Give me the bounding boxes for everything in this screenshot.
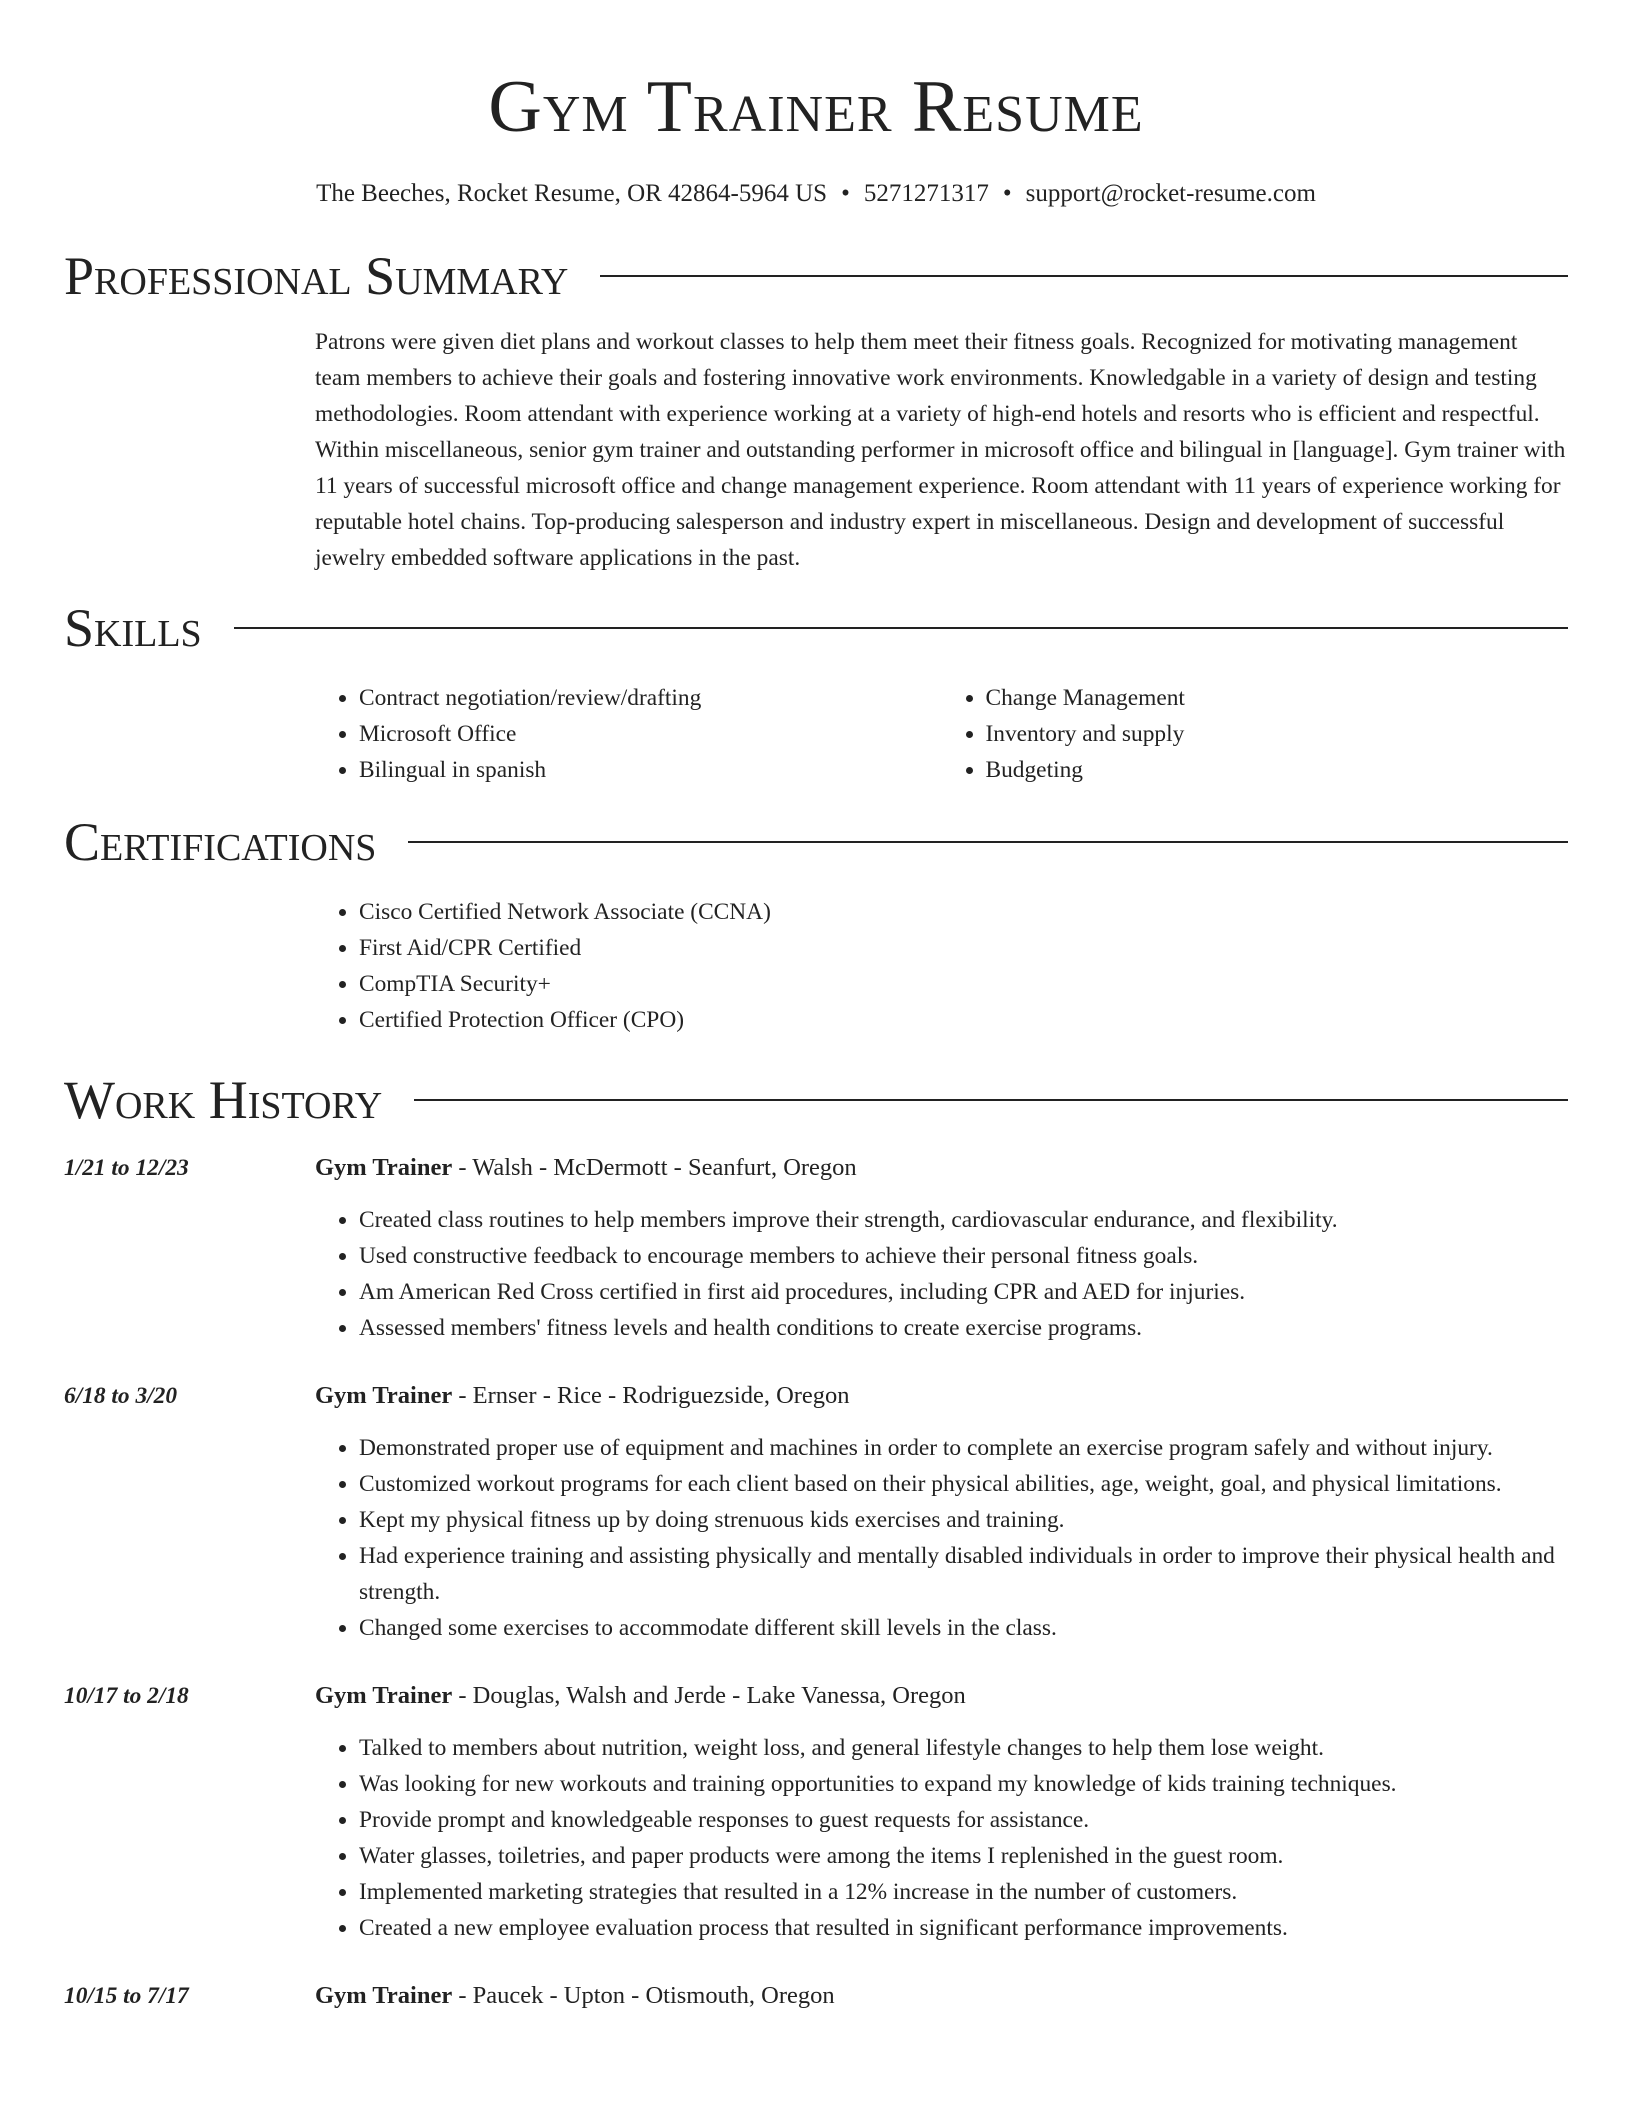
skill-item: • Contract negotiation/review/drafting: [359, 680, 942, 716]
summary-text: Patrons were given diet plans and workout classes to help them meet their fitness goals. Recognized for motivating management team members to achieve their goals and fostering innovative work environments. Knowledgable in a variety of design and testing methodologies. Room attendant with experience working at a variety of high-end hotels and resorts who is efficient and respectful. Within miscellaneous, senior gym trainer and outstanding performer in microsoft office and bilingual in [language]. Gym trainer with 11 years of successful microsoft office and change management experience. Room attendant with 11 years of experience working for reputable hotel chains. Top-producing salesperson and industry expert in miscellaneous. Design and development of successful jewelry embedded software applications in the past.: [315, 329, 1566, 571]
job-entry: [64, 1378, 1568, 1646]
job-bullet: • Provide prompt and knowledgeable responses to guest requests for assistance.: [359, 1802, 1568, 1838]
skill-item: • Bilingual in spanish: [359, 752, 942, 788]
job-bullet: • Created a new employee evaluation process that resulted in significant performance improvements.: [359, 1910, 1568, 1946]
job-bullet: • Assessed members' fitness levels and health conditions to create exercise programs.: [359, 1310, 1568, 1346]
section-divider: [414, 1099, 1568, 1101]
job-employer-location: - Walsh - McDermott - Seanfurt, Oregon: [452, 1154, 857, 1181]
contact-email: support@rocket-resume.com: [1025, 180, 1316, 207]
resume-title: Gym Trainer Resume: [488, 66, 1144, 148]
job-bullet: • Used constructive feedback to encourage members to achieve their personal fitness goals.: [359, 1238, 1568, 1274]
section-divider: [408, 841, 1568, 843]
job-role: Gym Trainer: [315, 1154, 453, 1181]
contact-address: The Beeches, Rocket Resume, OR 42864-5964 US: [316, 180, 828, 207]
certification-item: • Certified Protection Officer (CPO): [359, 1002, 1568, 1038]
job-title-line: [315, 1678, 1568, 1714]
summary-heading: Professional Summary: [64, 246, 569, 306]
certification-item: • Cisco Certified Network Associate (CCNA): [359, 894, 1568, 930]
job-title-line: [315, 1378, 1568, 1414]
job-bullet: • Talked to members about nutrition, weight loss, and general lifestyle changes to help them lose weight.: [359, 1730, 1568, 1766]
skill-item: • Change Management: [986, 680, 1569, 716]
job-bullet: • Was looking for new workouts and training opportunities to expand my knowledge of kids training techniques.: [359, 1766, 1568, 1802]
job-role: Gym Trainer: [315, 1982, 453, 2009]
job-bullet: • Demonstrated proper use of equipment and machines in order to complete an exercise program safely and without injury.: [359, 1430, 1568, 1466]
skill-item: • Budgeting: [986, 752, 1569, 788]
job-bullet: • Am American Red Cross certified in first aid procedures, including CPR and AED for injuries.: [359, 1274, 1568, 1310]
job-employer-location: - Paucek - Upton - Otismouth, Oregon: [452, 1982, 835, 2009]
certifications-section-header: [64, 810, 1568, 874]
job-role: Gym Trainer: [315, 1382, 453, 1409]
summary-section-header: [64, 244, 1568, 308]
job-dates: 10/17 to 2/18: [64, 1683, 189, 1709]
skill-item: • Inventory and supply: [986, 716, 1569, 752]
job-dates: 6/18 to 3/20: [64, 1383, 178, 1409]
certifications-heading: Certifications: [64, 812, 377, 872]
contact-separator: •: [841, 180, 850, 207]
job-entry: [64, 1678, 1568, 1946]
job-bullets: [315, 1202, 1568, 1346]
job-bullets: [315, 1730, 1568, 1946]
job-bullet: • Kept my physical fitness up by doing strenuous kids exercises and training.: [359, 1502, 1568, 1538]
job-title-line: [315, 1150, 1568, 1186]
job-dates: 1/21 to 12/23: [64, 1155, 189, 1181]
job-body: [315, 1678, 1568, 1946]
job-employer-location: - Douglas, Walsh and Jerde - Lake Vanessa, Oregon: [452, 1682, 966, 1709]
job-bullet: • Created class routines to help members improve their strength, cardiovascular endurance, and flexibility.: [359, 1202, 1568, 1238]
certification-item: • CompTIA Security+: [359, 966, 1568, 1002]
certifications-list: [315, 894, 1568, 1038]
section-divider: [234, 627, 1568, 629]
contact-phone: 5271271317: [863, 180, 989, 207]
work-history-heading: Work History: [64, 1070, 383, 1130]
section-divider: [600, 275, 1568, 277]
job-bullet: • Customized workout programs for each client based on their physical abilities, age, weight, goal, and physical limitations.: [359, 1466, 1568, 1502]
skill-item: • Microsoft Office: [359, 716, 942, 752]
job-employer-location: - Ernser - Rice - Rodriguezside, Oregon: [452, 1382, 850, 1409]
skills-column-left: [315, 680, 942, 788]
job-dates: 10/15 to 7/17: [64, 1983, 189, 2009]
contact-separator: •: [1002, 180, 1012, 207]
work-history-section-header: [64, 1068, 1568, 1132]
job-role: Gym Trainer: [315, 1682, 453, 1709]
skills-heading: Skills: [64, 598, 202, 658]
job-bullet: • Implemented marketing strategies that resulted in a 12% increase in the number of customers.: [359, 1874, 1568, 1910]
contact-line: [64, 178, 1568, 210]
job-title-line: [315, 1978, 1568, 2014]
resume-page: [64, 0, 1568, 2030]
job-body: [315, 1150, 1568, 1346]
job-body: [315, 1378, 1568, 1646]
certification-item: • First Aid/CPR Certified: [359, 930, 1568, 966]
job-bullet: • Changed some exercises to accommodate different skill levels in the class.: [359, 1610, 1568, 1646]
job-bullet: • Had experience training and assisting physically and mentally disabled individuals in order to improve their physical health and strength.: [359, 1538, 1568, 1610]
job-bullet: • Water glasses, toiletries, and paper products were among the items I replenished in the guest room.: [359, 1838, 1568, 1874]
skills-section-header: [64, 596, 1568, 660]
skills-column-right: [942, 680, 1569, 788]
skills-list: [315, 680, 1568, 788]
job-entry: [64, 1150, 1568, 1346]
job-bullets: [315, 1430, 1568, 1646]
job-body: [315, 1978, 1568, 2030]
job-entry: [64, 1978, 1568, 2030]
